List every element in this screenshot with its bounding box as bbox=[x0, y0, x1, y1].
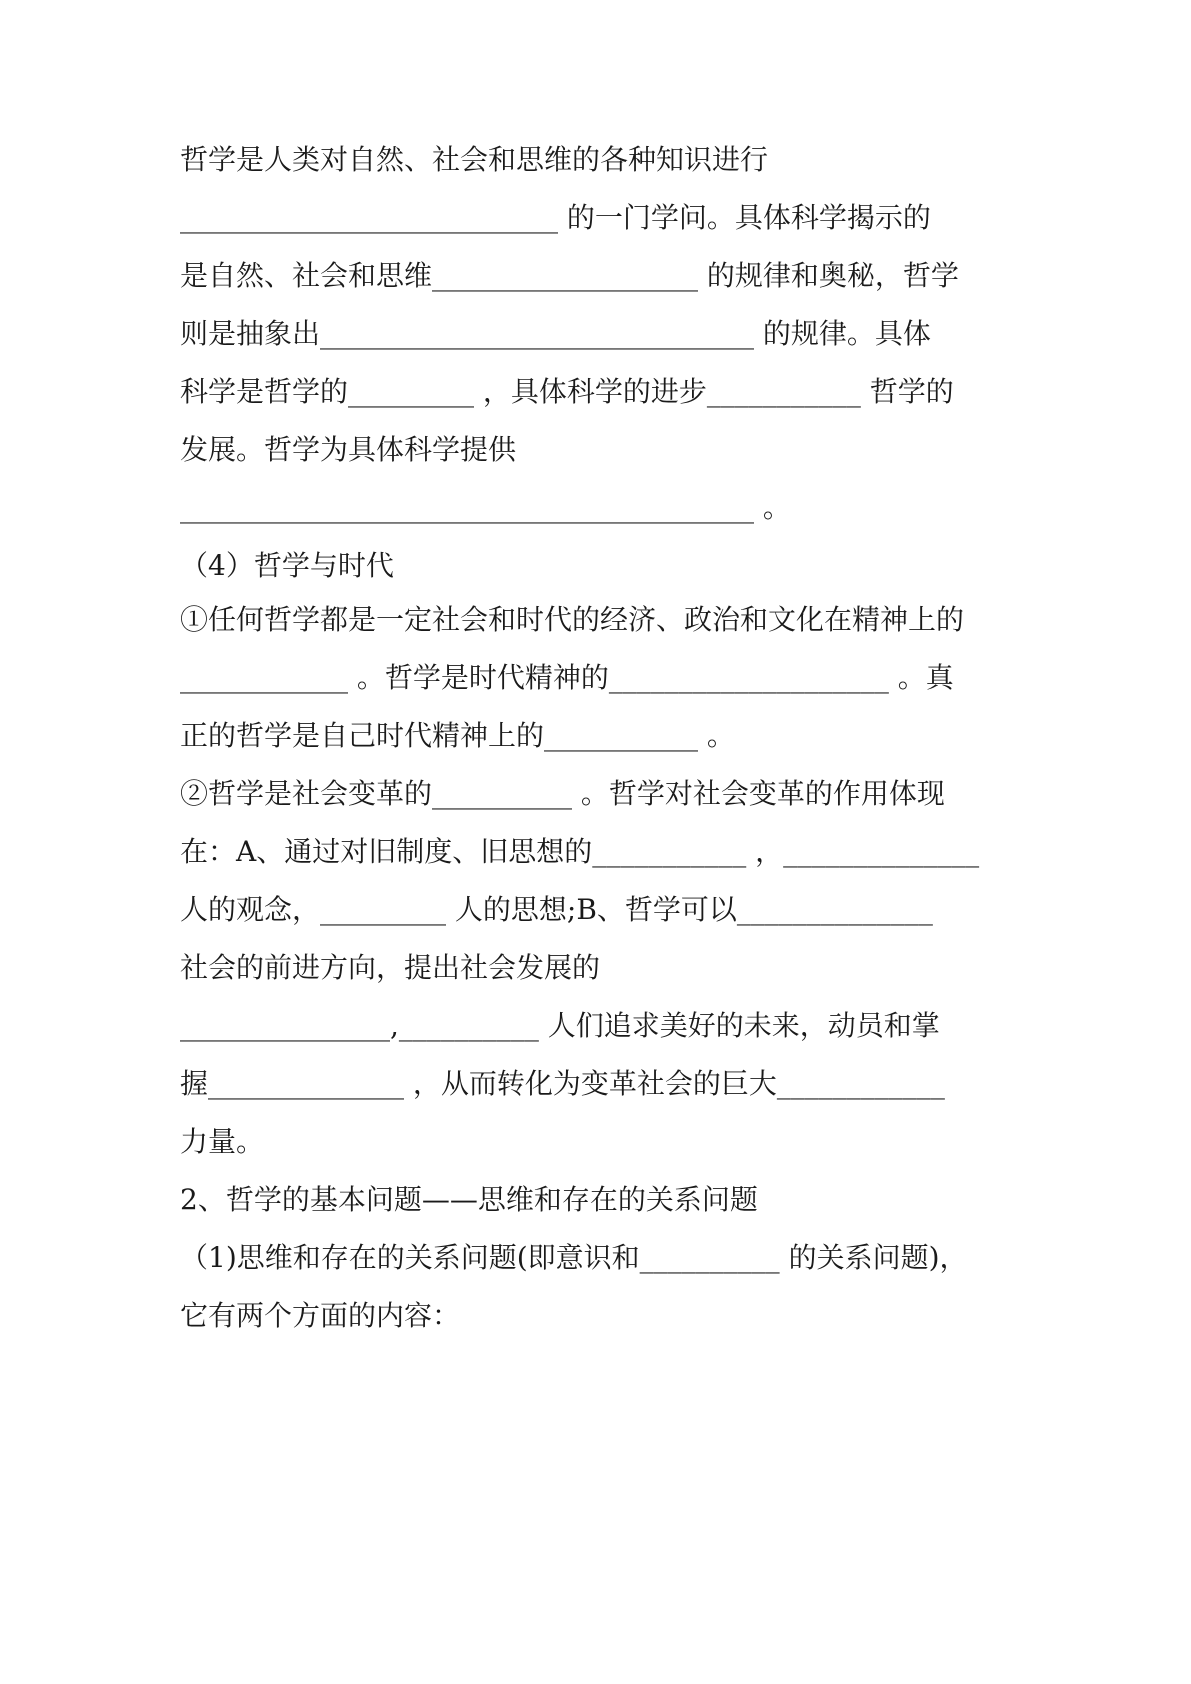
text-line: ___________________________ 的一门学问。具体科学揭示的 bbox=[180, 201, 931, 234]
text-line: 正的哲学是自己时代精神上的___________ 。 bbox=[180, 719, 735, 752]
text-line: ①任何哲学都是一定社会和时代的经济、政治和文化在精神上的 bbox=[180, 603, 965, 636]
text-line: 哲学是人类对自然、社会和思维的各种知识进行 bbox=[180, 143, 769, 176]
text-line: （1)思维和存在的关系问题(即意识和__________ 的关系问题)， bbox=[180, 1241, 968, 1274]
text-line: ____________ 。哲学是时代精神的____________________ 。真 bbox=[180, 661, 954, 694]
text-line: 力量。 bbox=[180, 1125, 265, 1158]
text-line: ②哲学是社会变革的__________ 。哲学对社会变革的作用体现 bbox=[180, 777, 945, 810]
text-line: 科学是哲学的_________ ，具体科学的进步___________ 哲学的 bbox=[180, 375, 954, 408]
text-line: 人的观念，_________ 人的思想;B、哲学可以______________ bbox=[180, 893, 933, 926]
text-line: _______________,__________ 人们追求美好的未来，动员和掌 bbox=[180, 1009, 940, 1042]
text-line: 则是抽象出_______________________________ 的规律。具体 bbox=[180, 317, 931, 350]
text-line: 是自然、社会和思维___________________ 的规律和奥秘，哲学 bbox=[180, 259, 959, 292]
text-line: _________________________________________ 。 bbox=[180, 491, 791, 524]
text-line: 社会的前进方向，提出社会发展的 bbox=[180, 951, 601, 984]
text-line: 它有两个方面的内容： bbox=[180, 1299, 461, 1332]
section-heading: （4）哲学与时代 bbox=[180, 549, 394, 582]
text-line: 发展。哲学为具体科学提供 bbox=[180, 433, 517, 466]
text-line: 在：A、通过对旧制度、旧思想的___________ ，______________ bbox=[180, 835, 980, 868]
text-line: 握______________ ，从而转化为变革社会的巨大____________ bbox=[180, 1067, 945, 1100]
section-heading: 2、哲学的基本问题——思维和存在的关系问题 bbox=[180, 1183, 758, 1216]
